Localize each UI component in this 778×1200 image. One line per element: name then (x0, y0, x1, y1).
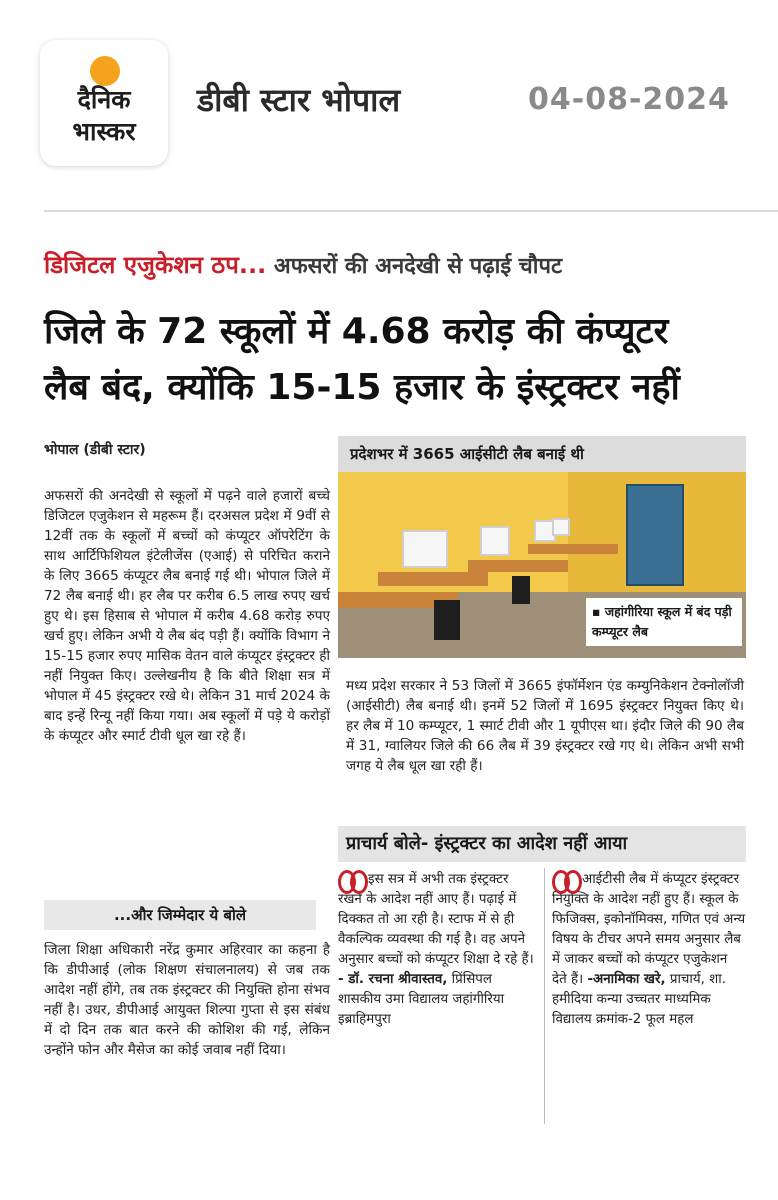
headline-line1: जिले के 72 स्कूलों में 4.68 करोड़ की कंप्यूटर (44, 311, 669, 352)
headline (44, 304, 764, 416)
photo-header: प्रदेशभर में 3665 आईसीटी लैब बनाई थी (338, 436, 746, 472)
logo-line1: दैनिक (77, 85, 131, 114)
quote1-role: प्रिंसिपल शासकीय उमा विद्यालय जहांगीरिया इब्राहिमपुरा (338, 972, 505, 1027)
sun-icon (90, 56, 120, 86)
dainik-bhaskar-logo (40, 40, 168, 166)
cpu-tower (434, 600, 460, 640)
desk (378, 572, 488, 586)
monitor-icon (552, 518, 570, 536)
kicker-rest: अफसरों की अनदेखी से पढ़ाई चौपट (266, 254, 563, 279)
publication-date: 04-08-2024 (528, 82, 730, 117)
quote2-role: प्राचार्य, शा. हमीदिया कन्या उच्चतर माध्यमिक विद्यालय क्रमांक-2 फूल महल (552, 972, 726, 1027)
column-divider (544, 868, 545, 1124)
kicker (44, 248, 764, 281)
logo-line2: भास्कर (72, 117, 136, 146)
monitor-icon (480, 526, 510, 556)
desk (468, 560, 568, 572)
quote1-text: इस सत्र में अभी तक इंस्ट्रक्टर रखने के आदेश नहीं आए हैं। पढ़ाई में दिक्कत तो आ रही है। स्टाफ में से ही वैकल्पिक व्यवस्था की गई है। वह अपने अनुसार बच्चों को कंप्यूटर शिक्षा दे रहे हैं। (338, 872, 534, 967)
quotes-header: प्राचार्य बोले- इंस्ट्रक्टर का आदेश नहीं आया (338, 826, 746, 862)
quote2-name: -अनामिका खरे, (587, 972, 666, 987)
publication-title: डीबी स्टार भोपाल (197, 81, 401, 119)
byline: भोपाल (डीबी स्टार) (44, 442, 146, 458)
cpu-tower (512, 576, 530, 604)
quote-icon (338, 868, 366, 890)
quote2-text: आईटीसी लैब में कंप्यूटर इंस्ट्रक्टर नियुक्ति के आदेश नहीं हुए हैं। स्कूल के फिजिक्स, इकोनॉमिक्स, गणित एवं अन्य विषय के टीचर अपने समय अनुसार लैब में जाकर बच्चों को कंप्यूटर एजुकेशन देते हैं। (552, 872, 746, 987)
headline-line2: लैब बंद, क्योंकि 15-15 हजार के इंस्ट्रक्टर नहीं (44, 367, 680, 408)
door-icon (626, 484, 684, 586)
body-mid: मध्य प्रदेश सरकार ने 53 जिलों में 3665 इंफॉर्मेशन एंड कम्युनिकेशन टेक्नोलॉजी (आईसीटी) लैब बनाई थी। इनमें 52 जिलों में 1695 इंस्ट्रक्टर नियुक्त किए थे। हर लैब में 10 कम्प्यूटर, 1 स्मार्ट टीवी और 1 यूपीएस था। इंदौर जिले की 90 लैब में 31, ग्वालियर जिले की 66 लैब में 39 इंस्ट्रक्टर रखे गए थे। लेकिन अभी सभी जगह ये लैब धूल खा रही हैं। (346, 678, 744, 774)
desk (528, 544, 618, 554)
divider (44, 210, 778, 212)
kicker-red: डिजिटल एजुकेशन ठप... (44, 251, 267, 279)
subhead: ...और जिम्मेदार ये बोले (44, 900, 316, 930)
body-left: अफसरों की अनदेखी से स्कूलों में पढ़ने वाले हजारों बच्चे डिजिटल एजुकेशन से महरूम हैं। दरअसल प्रदेश में 9वीं से 12वीं तक के स्कूलों में बच्चों को कंप्यूटर ऑपरेटिंग के साथ आर्टिफिशियल इंटेलीजेंस (एआई) से परिचित कराने के लिए 3665 कंप्यूटर लैब बनाई गई थी। भोपाल जिले में 72 लैब बनाई थी। हर लैब पर करीब 6.5 लाख रुपए खर्च हुए थे। इस हिसाब से भोपाल में करीब 4.68 करोड़ रुपए खर्च हुए। लेकिन अभी ये लैब बंद पड़ी हैं। क्योंकि विभाग ने 15-15 हजार रुपए मासिक वेतन वाले कंप्यूटर इंस्ट्रक्टर ही नहीं नियुक्त किए। उल्लेखनीय है कि बीते शिक्षा सत्र में भोपाल में 45 इंस्ट्रक्टर रखे थे। लेकिन 31 मार्च 2024 के बाद इन्हें रिन्यू नहीं किया गया। अब स्कूलों में पड़े ये करोड़ों के कंप्यूटर और स्मार्ट टीवी धूल खा रहे हैं। (44, 488, 330, 744)
quote-2 (552, 868, 746, 1030)
body-left-2: जिला शिक्षा अधिकारी नरेंद्र कुमार अहिरवार का कहना है कि डीपीआई (लोक शिक्षण संचालनालय) से जब तक आदेश नहीं होंगे, तब तक इंस्ट्रक्टर की नियुक्ति होना संभव नहीं है। उधर, डीपीआई आयुक्त शिल्पा गुप्ता से इस संबंध में दो दिन तक बात करने की कोशिश की गई, लेकिन उन्होंने फोन और मैसेज का कोई जवाब नहीं दिया। (44, 942, 330, 1058)
quote-icon (552, 868, 580, 890)
quote-1 (338, 868, 536, 1030)
photo-caption: ▪ जहांगीरिया स्कूल में बंद पड़ी कम्प्यूटर लैब (586, 598, 742, 646)
monitor-icon (402, 530, 448, 568)
quote1-name: - डॉ. रचना श्रीवास्तव, (338, 972, 448, 987)
